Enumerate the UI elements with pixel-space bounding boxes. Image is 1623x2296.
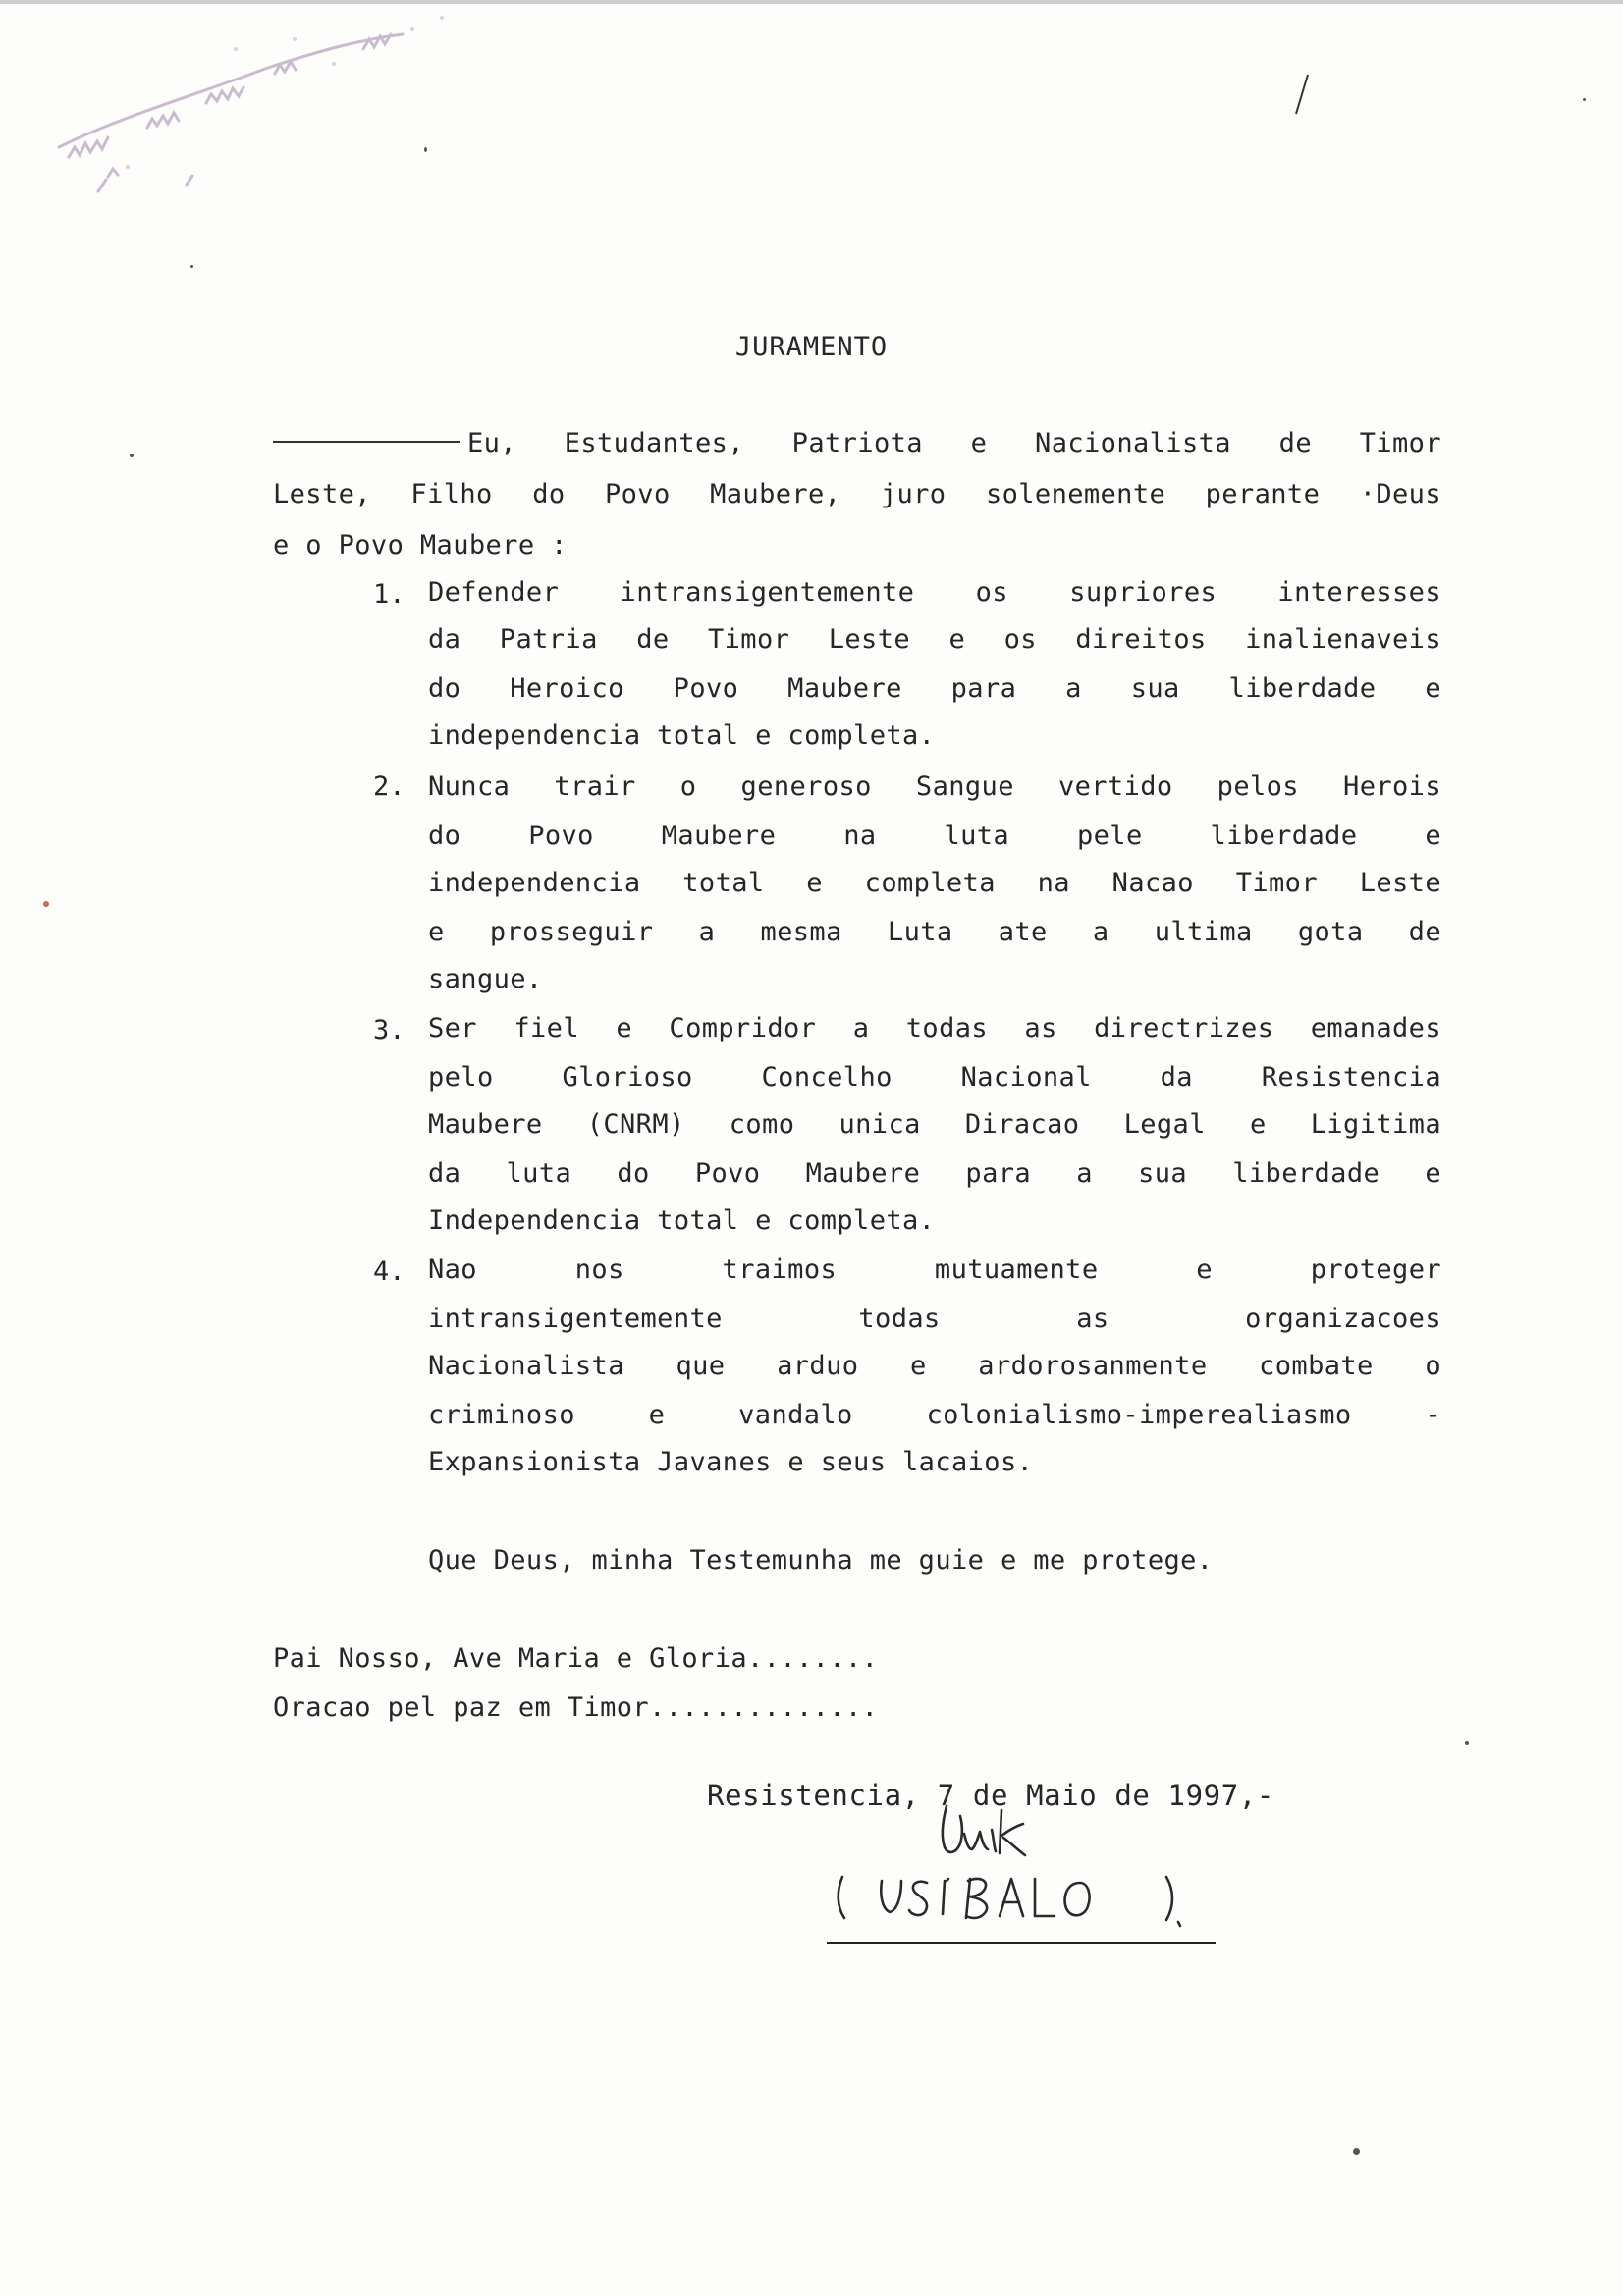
item-line: Maubere (CNRM) como unica Diracao Legal e Ligitima: [428, 1109, 1441, 1140]
item-number: 1.: [373, 579, 406, 610]
item-number: 4.: [373, 1256, 406, 1287]
item-line: Nunca trair o generoso Sangue vertido pelos Herois: [428, 772, 1441, 802]
item-line: do Povo Maubere na luta pele liberdade e: [428, 821, 1441, 851]
item-line: Defender intransigentemente os supriores interesses: [428, 577, 1441, 608]
item-line: Independencia total e completa.: [428, 1205, 936, 1236]
item-number: 2.: [373, 772, 406, 802]
prayer-line: Oracao pel paz em Timor..............: [273, 1692, 879, 1723]
closing-line: Que Deus, minha Testemunha me guie e me protege.: [428, 1545, 1214, 1575]
pen-mark: [1286, 71, 1316, 120]
item-line: da Patria de Timor Leste e os direitos inalienaveis: [428, 624, 1441, 655]
intro-line: e o Povo Maubere :: [273, 530, 568, 561]
item-line: pelo Glorioso Concelho Nacional da Resistencia: [428, 1062, 1441, 1093]
scan-speck: [1465, 1741, 1469, 1745]
item-line: independencia total e completa.: [428, 721, 936, 751]
scan-speck: [43, 901, 49, 907]
item-line: do Heroico Povo Maubere para a sua liberdade e: [428, 673, 1441, 704]
intro-line: Leste, Filho do Povo Maubere, juro solenemente perante ·Deus: [273, 479, 1441, 509]
scan-speck: [1353, 2148, 1360, 2155]
scan-speck: [130, 454, 134, 457]
item-line: e prosseguir a mesma Luta ate a ultima gota de: [428, 917, 1441, 947]
item-line: Ser fiel e Compridor a todas as directrizes emanades: [428, 1013, 1441, 1043]
item-line: intransigentemente todas as organizacoes: [428, 1304, 1441, 1334]
item-number: 3.: [373, 1015, 406, 1045]
intro-line: Eu, Estudantes, Patriota e Nacionalista de Timor: [273, 428, 1441, 459]
faded-stamp: [39, 10, 491, 196]
scan-speck: [1583, 98, 1586, 101]
scan-speck: [424, 147, 427, 152]
item-line: Nao nos traimos mutuamente e proteger: [428, 1255, 1441, 1285]
item-line: Expansionista Javanes e seus lacaios.: [428, 1447, 1034, 1477]
item-line: da luta do Povo Maubere para a sua liberdade e: [428, 1158, 1441, 1189]
item-line: criminoso e vandalo colonialismo-imperealiasmo -: [428, 1400, 1441, 1430]
leading-dash: [273, 441, 460, 443]
handwritten-signature: [835, 1796, 1227, 1953]
item-line: Nacionalista que arduo e ardorosanmente combate o: [428, 1351, 1441, 1381]
signature-line: [827, 1942, 1216, 1944]
scan-speck: [190, 265, 193, 268]
prayer-line: Pai Nosso, Ave Maria e Gloria........: [273, 1643, 879, 1674]
scan-edge: [0, 0, 1623, 4]
item-line: sangue.: [428, 964, 543, 994]
document-title: JURAMENTO: [734, 332, 889, 362]
date-line: Resistencia, 7 de Maio de 1997,-: [707, 1779, 1274, 1812]
item-line: independencia total e completa na Nacao Timor Leste: [428, 868, 1441, 898]
